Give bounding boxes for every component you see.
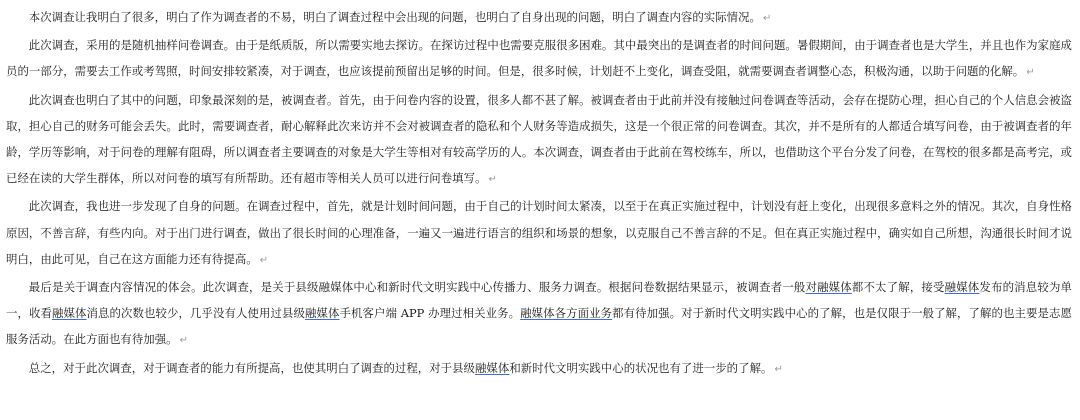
paragraph-mark-icon: ↵ <box>259 254 269 266</box>
paragraph-mark-icon: ↵ <box>763 13 772 24</box>
text-run: 最后是关于调查内容情况的体会。此次调查，是关于县级融媒体中心和新时代文明实践中心传播力、服务力调查。根据问卷数据结果显示，被调查者一般 <box>28 280 806 295</box>
underlined-term: 融媒体 <box>304 306 340 321</box>
paragraph <box>6 274 1072 355</box>
text-run: 消息的次数也较少，几乎没有人使用过县级 <box>86 306 305 321</box>
text-run: 和新时代文明实践中心的状况也有了进一步的了解。 <box>509 360 773 375</box>
underlined-term: 融媒体 <box>944 280 980 295</box>
underlined-term: 融媒体 <box>52 306 87 321</box>
underlined-term: 融媒体 <box>474 360 510 375</box>
paragraph-mark-icon: ↵ <box>774 363 783 375</box>
paragraph <box>6 87 1072 194</box>
paragraph-mark-icon: ↵ <box>488 174 497 186</box>
text-run: 手机客户端 APP 办理过相关业务。 <box>339 306 521 321</box>
paragraph <box>6 355 1072 383</box>
paragraph <box>6 4 1072 32</box>
text-run: 都不太了解，接受 <box>851 280 945 295</box>
paragraph-mark-icon: ↵ <box>1026 67 1035 79</box>
underlined-term: 对融媒体 <box>805 280 852 295</box>
paragraph-mark-icon: ↵ <box>179 335 189 347</box>
text-run: 此次调查也明白了其中的问题，印象最深刻的是，被调查者。首先，由于问卷内容的设置，很多人都不甚了解。被调查者由于此前并没有接触过问卷调查等活动，会存在提防心理，担心自己的个人信息会被盗取，担心自己的财务可能会丢失。此时，需要调查者，耐心解释此次来访并不会对被调查者的隐私和个人财务等造成损失，这是一个很正常的问卷调查。其次，并不是所有的人都适合填写问卷，由于被调查者的年龄，学历等影响，对于问卷的理解有阻碍，所以调查者主要调查的对象是大学生等相对有较高学历的人。本次调查，调查者由于此前在驾校练车，所以，也借助这个平台分发了问卷，在驾校的很多都是高考完，或已经在读的大学生群体，所以对问卷的填写有所帮助。还有超市等相关人员可以进行问卷填写。 <box>6 92 1072 186</box>
text-run: 总之，对于此次调查，对于调查者的能力有所提高，也使其明白了调查的过程，对于县级 <box>28 360 475 375</box>
underlined-term: 融媒体各方面业务 <box>520 306 613 321</box>
paragraph <box>6 32 1072 86</box>
text-run: 此次调查，采用的是随机抽样问卷调查。由于是纸质版，所以需要实地去探访。在探访过程中也需要克服很多困难。其中最突出的是调查者的时间问题。暑假期间，由于调查者也是大学生，并且也作为家庭成员的一部分，需要去工作或考驾照，时间安排较紧凑，对于调查，也应该提前预留出足够的时间。但是，很多时候，计划赶不上变化，调查受阻，就需要调查者调整心态，积极沟通，以助于问题的化解。 <box>6 38 1072 79</box>
text-run: 发布的消息较为单一，收看 <box>6 280 1072 321</box>
text-run: 本次调查让我明白了很多，明白了作为调查者的不易，明白了调查过程中会出现的问题，也明白了自身出现的问题，明白了调查内容的实际情况。 <box>28 10 761 24</box>
text-run: 此次调查，我也进一步发现了自身的问题。在调查过程中，首先，就是计划时间问题，由于自己的计划时间太紧凑，以至于在真正实施过程中，计划没有赶上变化，出现很多意料之外的情况。其次，自身性格原因，不善言辞，有些内向。对于出门进行调查，做出了很长时间的心理准备，一遍又一遍进行语言的组织和场景的想象，以克服自己不善言辞的不足。但在真正实施过程中，确实如自己所想，沟通很长时间才说明白，由此可见，自己在这方面能力还有待提高。 <box>6 199 1072 266</box>
text-run: 都有待加强。对于新时代文明实践中心的了解，也是仅限于一般了解，了解的也主要是志愿服务活动。在此方面也有待加强。 <box>6 306 1072 347</box>
paragraph <box>6 193 1072 274</box>
